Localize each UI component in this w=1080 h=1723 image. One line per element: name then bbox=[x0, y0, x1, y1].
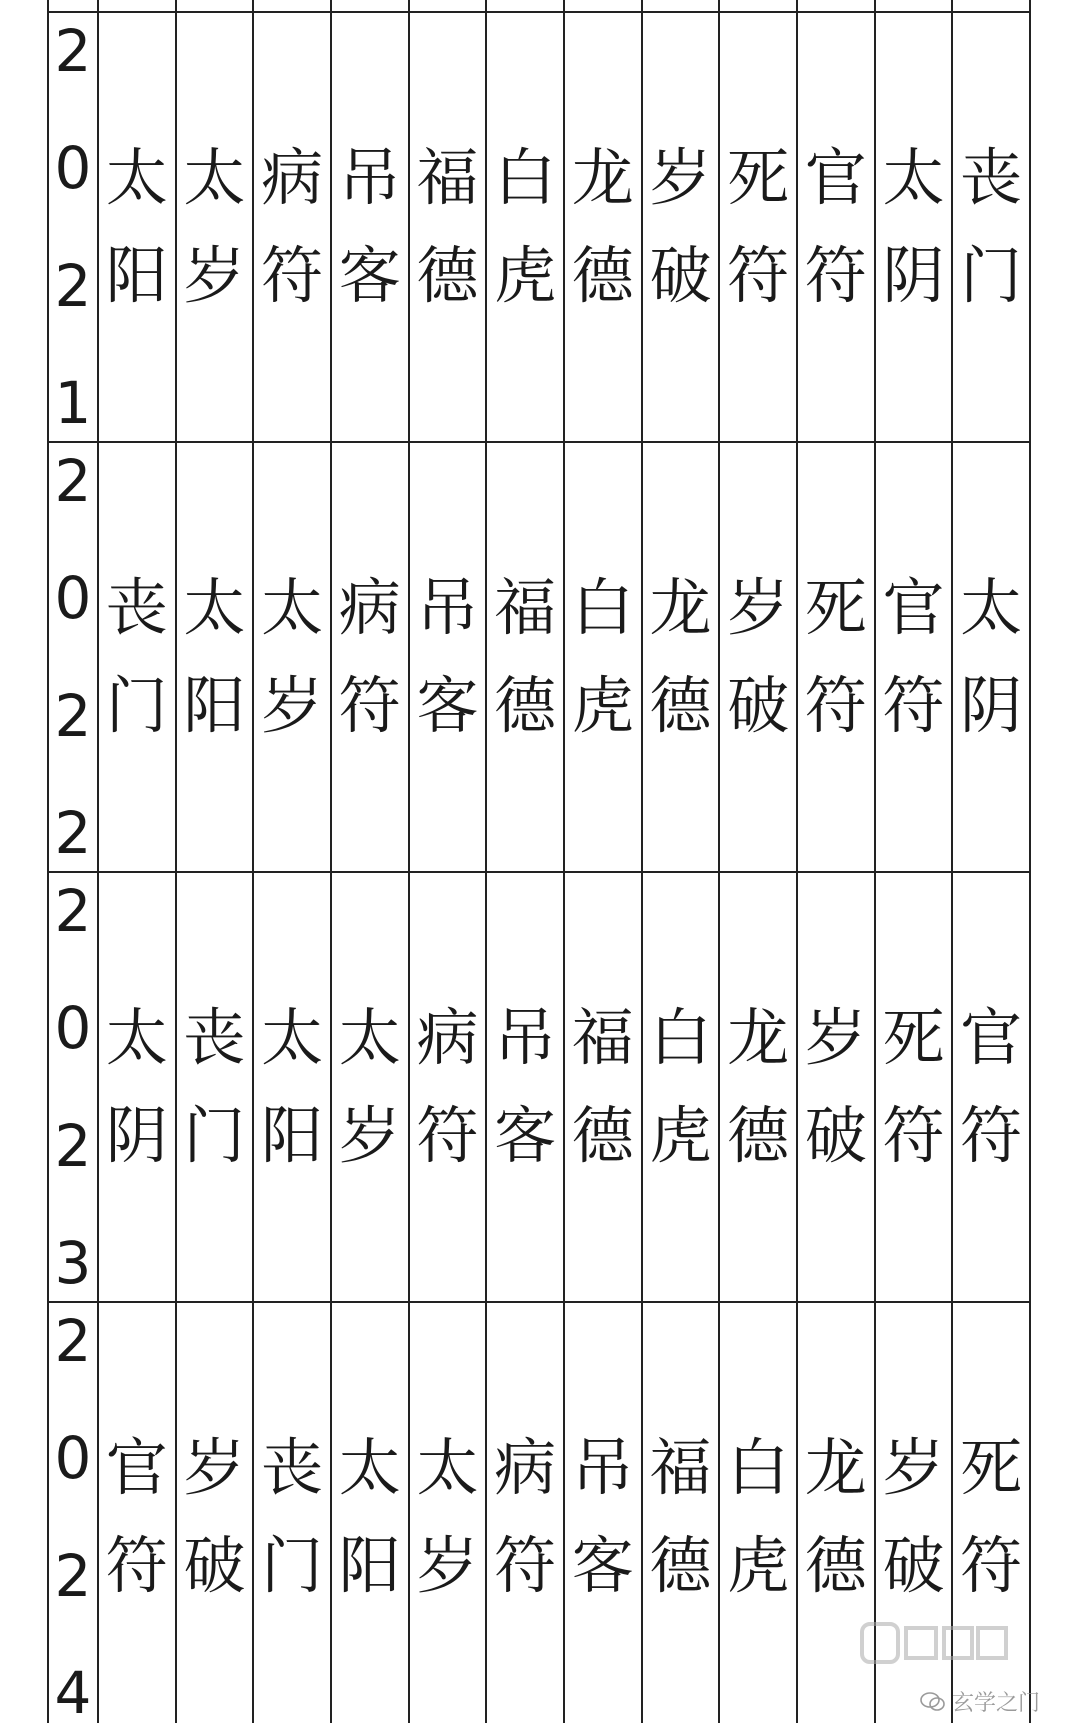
star-name: 岁破 bbox=[804, 1001, 867, 1172]
star-cell bbox=[486, 872, 564, 1302]
star-name: 福德 bbox=[494, 571, 557, 742]
star-name: 太阴 bbox=[882, 141, 945, 312]
star-cell bbox=[875, 872, 953, 1302]
star-name: 太阳 bbox=[261, 1001, 324, 1172]
star-name: 太岁 bbox=[338, 1001, 401, 1172]
star-name: 岁破 bbox=[183, 1431, 246, 1602]
star-cell bbox=[719, 872, 797, 1302]
star-cell bbox=[176, 442, 254, 872]
year-digit: 0 bbox=[54, 134, 92, 203]
star-name: 岁破 bbox=[649, 141, 712, 312]
star-cell bbox=[331, 442, 409, 872]
star-name: 龙德 bbox=[727, 1001, 790, 1172]
year-digit: 2 bbox=[54, 681, 92, 750]
year-digit: 0 bbox=[54, 994, 92, 1063]
star-name: 丧门 bbox=[183, 1001, 246, 1172]
star-cell bbox=[642, 442, 720, 872]
table-stub-row bbox=[48, 0, 1030, 12]
year-cell bbox=[48, 442, 98, 872]
table-row bbox=[48, 442, 1030, 872]
star-cell bbox=[409, 442, 487, 872]
star-cell bbox=[409, 1302, 487, 1723]
star-cell bbox=[176, 1302, 254, 1723]
star-name: 太岁 bbox=[416, 1431, 479, 1602]
star-cell bbox=[797, 872, 875, 1302]
watermark bbox=[920, 1686, 1040, 1717]
star-name: 病符 bbox=[261, 141, 324, 312]
star-name: 吊客 bbox=[494, 1001, 557, 1172]
star-name: 福德 bbox=[416, 141, 479, 312]
year-label bbox=[49, 1307, 97, 1723]
star-name: 福德 bbox=[571, 1001, 634, 1172]
star-cell bbox=[176, 872, 254, 1302]
star-cell bbox=[98, 872, 176, 1302]
star-name: 官符 bbox=[804, 141, 867, 312]
year-digit: 4 bbox=[54, 1658, 92, 1723]
star-cell bbox=[875, 442, 953, 872]
star-name: 死符 bbox=[804, 571, 867, 742]
star-name: 官符 bbox=[105, 1431, 168, 1602]
star-name: 太阴 bbox=[105, 1001, 168, 1172]
star-name: 丧门 bbox=[261, 1431, 324, 1602]
year-digit: 2 bbox=[54, 17, 92, 85]
year-digit: 3 bbox=[54, 1228, 92, 1297]
star-name: 白虎 bbox=[494, 141, 557, 312]
star-name: 官符 bbox=[960, 1001, 1023, 1172]
star-cell bbox=[719, 442, 797, 872]
star-name: 龙德 bbox=[649, 571, 712, 742]
year-digit: 2 bbox=[54, 798, 92, 867]
watermark-logo bbox=[860, 1618, 1010, 1679]
year-label bbox=[49, 447, 97, 867]
star-name: 病符 bbox=[416, 1001, 479, 1172]
star-table-container bbox=[47, 0, 1031, 1723]
star-cell bbox=[486, 1302, 564, 1723]
chat-bubble-icon bbox=[920, 1691, 946, 1713]
star-name: 死符 bbox=[960, 1431, 1023, 1602]
year-digit: 2 bbox=[54, 251, 92, 320]
year-cell bbox=[48, 872, 98, 1302]
star-name: 太岁 bbox=[183, 141, 246, 312]
star-cell bbox=[253, 1302, 331, 1723]
star-name: 龙德 bbox=[571, 141, 634, 312]
star-name: 太岁 bbox=[261, 571, 324, 742]
star-name: 龙德 bbox=[804, 1431, 867, 1602]
star-cell bbox=[952, 12, 1030, 442]
star-cell bbox=[331, 872, 409, 1302]
star-name: 吊客 bbox=[571, 1431, 634, 1602]
star-cell bbox=[642, 872, 720, 1302]
star-name: 福德 bbox=[649, 1431, 712, 1602]
star-cell bbox=[98, 442, 176, 872]
star-name: 白虎 bbox=[649, 1001, 712, 1172]
year-digit: 2 bbox=[54, 1111, 92, 1180]
table-row bbox=[48, 872, 1030, 1302]
star-name: 白虎 bbox=[727, 1431, 790, 1602]
star-cell bbox=[486, 12, 564, 442]
star-cell bbox=[409, 872, 487, 1302]
star-name: 太阳 bbox=[338, 1431, 401, 1602]
star-cell bbox=[253, 872, 331, 1302]
annual-stars-table bbox=[47, 0, 1031, 1723]
star-cell bbox=[719, 1302, 797, 1723]
star-name: 病符 bbox=[494, 1431, 557, 1602]
star-name: 太阳 bbox=[105, 141, 168, 312]
star-cell bbox=[409, 12, 487, 442]
star-cell bbox=[331, 1302, 409, 1723]
year-digit: 2 bbox=[54, 1307, 92, 1375]
star-cell bbox=[176, 12, 254, 442]
star-name: 吊客 bbox=[416, 571, 479, 742]
star-name: 官符 bbox=[882, 571, 945, 742]
star-cell bbox=[98, 12, 176, 442]
year-digit: 2 bbox=[54, 447, 92, 515]
star-cell bbox=[797, 12, 875, 442]
star-name: 死符 bbox=[882, 1001, 945, 1172]
star-cell bbox=[253, 12, 331, 442]
star-cell bbox=[486, 442, 564, 872]
star-cell bbox=[564, 12, 642, 442]
star-cell bbox=[952, 442, 1030, 872]
star-name: 岁破 bbox=[882, 1431, 945, 1602]
star-cell bbox=[952, 872, 1030, 1302]
star-cell bbox=[564, 872, 642, 1302]
star-cell bbox=[564, 1302, 642, 1723]
star-name: 白虎 bbox=[571, 571, 634, 742]
year-cell bbox=[48, 12, 98, 442]
star-name: 岁破 bbox=[727, 571, 790, 742]
star-name: 死符 bbox=[727, 141, 790, 312]
watermark-caption: 玄学之门 bbox=[951, 1691, 1040, 1716]
star-cell bbox=[98, 1302, 176, 1723]
star-name: 吊客 bbox=[338, 141, 401, 312]
star-name: 病符 bbox=[338, 571, 401, 742]
year-label bbox=[49, 17, 97, 437]
star-cell bbox=[797, 442, 875, 872]
star-name: 丧门 bbox=[960, 141, 1023, 312]
star-cell bbox=[253, 442, 331, 872]
star-cell bbox=[564, 442, 642, 872]
star-cell bbox=[331, 12, 409, 442]
star-cell bbox=[642, 1302, 720, 1723]
year-digit: 2 bbox=[54, 1541, 92, 1610]
year-cell bbox=[48, 1302, 98, 1723]
year-label bbox=[49, 877, 97, 1297]
table-row bbox=[48, 12, 1030, 442]
star-cell bbox=[719, 12, 797, 442]
star-name: 丧门 bbox=[105, 571, 168, 742]
star-cell bbox=[642, 12, 720, 442]
year-digit: 0 bbox=[54, 564, 92, 633]
year-digit: 0 bbox=[54, 1424, 92, 1493]
star-name: 太阳 bbox=[183, 571, 246, 742]
star-cell bbox=[875, 12, 953, 442]
star-name: 太阴 bbox=[960, 571, 1023, 742]
year-digit: 1 bbox=[54, 368, 92, 437]
year-digit: 2 bbox=[54, 877, 92, 945]
